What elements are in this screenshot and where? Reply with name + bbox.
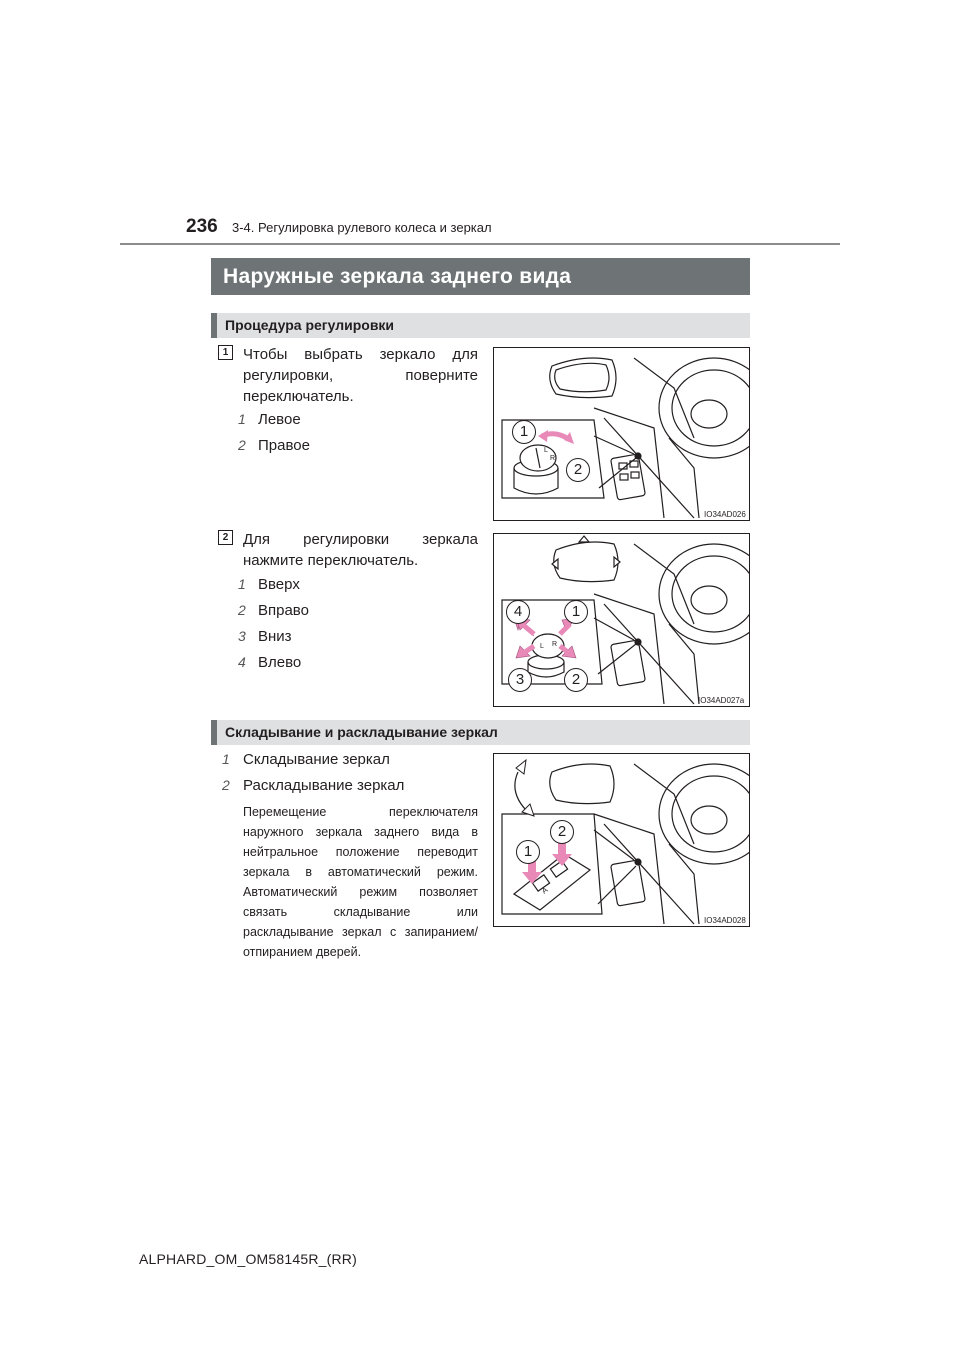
item-number: 2 bbox=[238, 602, 246, 618]
step-text: Чтобы выбрать зеркало для регулировки, поверните переключатель. bbox=[243, 346, 478, 405]
step-number-box: 2 bbox=[218, 530, 233, 545]
svg-text:R: R bbox=[550, 455, 556, 462]
callout-number: 1 bbox=[516, 840, 540, 864]
item-number: 3 bbox=[238, 628, 246, 644]
item-label: Правое bbox=[258, 437, 310, 454]
item-number: 2 bbox=[222, 777, 230, 793]
callout-number: 1 bbox=[512, 420, 536, 444]
section-heading-adjustment bbox=[211, 313, 750, 338]
step-text: Для регулировки зеркала нажмите переключатель. bbox=[243, 531, 478, 569]
item-label: Раскладывание зеркал bbox=[243, 777, 405, 794]
figure-code: IO34AD027a bbox=[698, 696, 745, 705]
svg-text:L: L bbox=[540, 643, 544, 650]
header-divider bbox=[120, 243, 840, 245]
callout-number: 2 bbox=[550, 820, 574, 844]
page-number: 236 bbox=[186, 216, 218, 237]
svg-text:A: A bbox=[539, 885, 550, 896]
figure-drawing bbox=[494, 534, 750, 707]
figure-mirror-adjust bbox=[493, 533, 750, 707]
item-number: 1 bbox=[222, 751, 230, 767]
callout-number: 3 bbox=[508, 668, 532, 692]
section-heading-text: Складывание и раскладывание зеркал bbox=[225, 724, 498, 740]
section-heading-folding bbox=[211, 720, 750, 745]
callout-number: 1 bbox=[564, 600, 588, 624]
document-code-footer: ALPHARD_OM_OM58145R_(RR) bbox=[139, 1251, 357, 1267]
svg-text:R: R bbox=[552, 641, 558, 648]
item-number: 1 bbox=[238, 411, 246, 427]
item-number: 4 bbox=[238, 654, 246, 670]
heading-bar bbox=[211, 313, 217, 338]
figure-code: IO34AD026 bbox=[704, 510, 746, 519]
item-label: Вправо bbox=[258, 602, 309, 619]
figure-mirror-fold bbox=[493, 753, 750, 927]
callout-number: 4 bbox=[506, 600, 530, 624]
item-label: Влево bbox=[258, 654, 302, 671]
page-title: Наружные зеркала заднего вида bbox=[211, 258, 750, 295]
item-label: Вверх bbox=[258, 576, 300, 593]
item-number: 1 bbox=[238, 576, 246, 592]
heading-bar bbox=[211, 720, 217, 745]
item-number: 2 bbox=[238, 437, 246, 453]
item-label: Складывание зеркал bbox=[243, 751, 390, 768]
figure-code: IO34AD028 bbox=[704, 916, 746, 925]
figure-mirror-select bbox=[493, 347, 750, 521]
section-heading-text: Процедура регулировки bbox=[225, 317, 395, 333]
item-label: Вниз bbox=[258, 628, 292, 645]
svg-text:L: L bbox=[544, 447, 548, 454]
callout-number: 2 bbox=[564, 668, 588, 692]
callout-number: 2 bbox=[566, 458, 590, 482]
folding-note: Перемещение переключателя наружного зеркала заднего вида в нейтральное положение переводит зеркала в автоматический режим. Автоматический режим позволяет связать складывание или раскладывание зеркал с запиранием/отпиранием дверей. bbox=[243, 805, 478, 959]
item-label: Левое bbox=[258, 411, 301, 428]
step-number-box: 1 bbox=[218, 345, 233, 360]
section-breadcrumb: 3-4. Регулировка рулевого колеса и зеркал bbox=[232, 220, 492, 235]
